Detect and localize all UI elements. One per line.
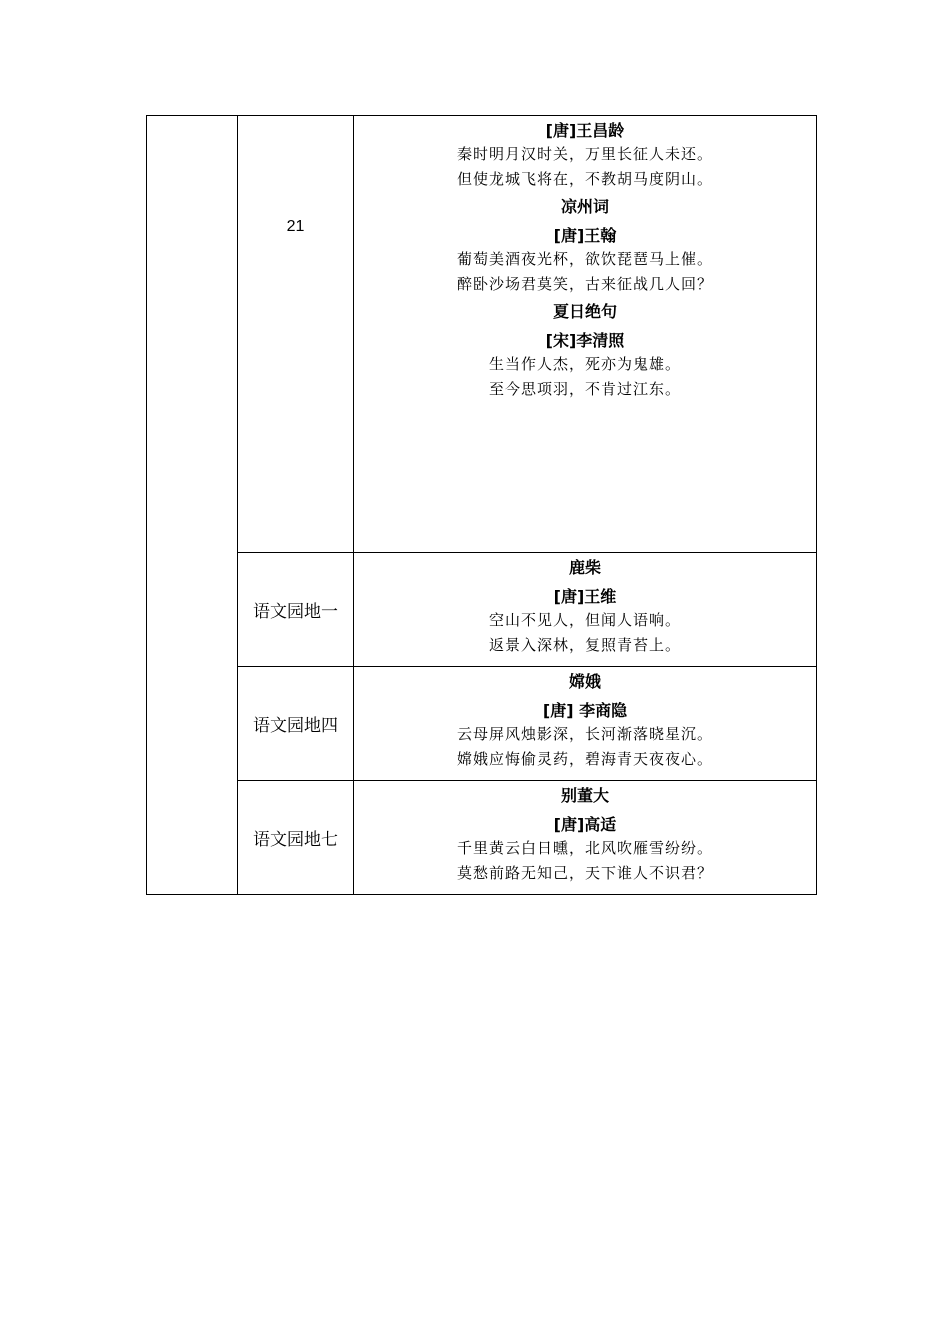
table-row (147, 553, 817, 667)
poem-line: 返景入深林，复照青苔上。 (488, 636, 681, 654)
poem-title: 夏日绝句 (552, 302, 617, 321)
lesson-cell: 语文园地四 (238, 667, 354, 781)
poem-title: 鹿柴 (568, 558, 601, 577)
table-row (147, 781, 817, 895)
poem-title: 凉州词 (560, 197, 609, 216)
table-row (147, 116, 817, 553)
poem-line: 至今思项羽，不肯过江东。 (488, 380, 681, 398)
poem-line: 醉卧沙场君莫笑，古来征战几人回？ (456, 275, 713, 293)
poem-author: [唐]王维 (553, 587, 617, 606)
poem-author: [唐]王昌龄 (545, 121, 625, 140)
poem-title: 嫦娥 (568, 672, 601, 691)
poem-table (146, 115, 817, 895)
lesson-cell: 语文园地一 (238, 553, 354, 667)
poem-cell (354, 116, 817, 553)
poem-author: [唐]王翰 (553, 226, 617, 245)
poem-author: [宋]李清照 (545, 331, 625, 350)
poem-author: [唐] 李商隐 (542, 701, 628, 720)
poem-line: 生当作人杰，死亦为鬼雄。 (488, 355, 681, 373)
lesson-cell: 21 (238, 116, 354, 553)
lesson-cell: 语文园地七 (238, 781, 354, 895)
poem-line: 莫愁前路无知己，天下谁人不识君？ (456, 864, 713, 882)
poem-line: 嫦娥应悔偷灵药，碧海青天夜夜心。 (456, 750, 713, 768)
table-row (147, 667, 817, 781)
poem-line: 但使龙城飞将在，不教胡马度阴山。 (456, 170, 713, 188)
poem-line: 秦时明月汉时关，万里长征人未还。 (456, 145, 713, 163)
poem-cell (354, 553, 817, 667)
poem-line: 空山不见人，但闻人语响。 (488, 611, 681, 629)
poem-line: 葡萄美酒夜光杯，欲饮琵琶马上催。 (456, 250, 713, 268)
poem-cell (354, 781, 817, 895)
poem-line: 云母屏风烛影深，长河渐落晓星沉。 (456, 725, 713, 743)
poem-line: 千里黄云白日曛，北风吹雁雪纷纷。 (456, 839, 713, 857)
poem-title: 别董大 (560, 786, 609, 805)
poem-cell (354, 667, 817, 781)
poem-author: [唐]高适 (553, 815, 617, 834)
grade-cell-empty (147, 116, 238, 895)
